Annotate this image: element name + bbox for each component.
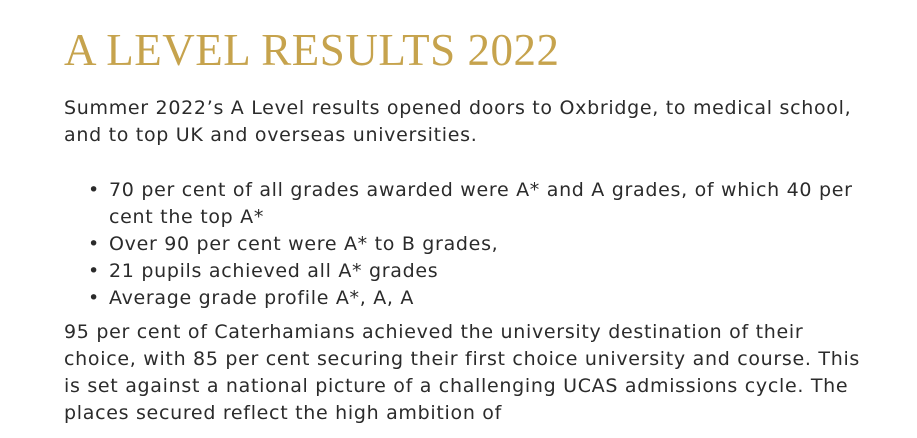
article-content [64,24,864,427]
list-item [88,231,864,258]
bullet-icon: • [88,233,100,255]
list-item-text: 21 pupils achieved all A* grades [109,260,439,282]
list-item [88,285,864,312]
list-item-text: 70 per cent of all grades awarded were A* and A grades, of which 40 per cent the top A* [109,179,853,228]
bullet-icon: • [88,260,100,282]
results-highlights-list [64,177,864,312]
list-item [88,258,864,285]
bullet-icon: • [88,287,100,309]
bullet-icon: • [88,179,100,201]
page-title: A LEVEL RESULTS 2022 [64,25,560,75]
destination-paragraph: 95 per cent of Caterhamians achieved the university destination of their choice, with 85 per cent securing their first choice university and course. This is set against a national picture of a challenging UCAS admissions cycle. The places secured reflect the high ambition of [64,321,861,424]
list-item-text: Average grade profile A*, A, A [109,287,415,309]
list-item [88,177,864,231]
list-item-text: Over 90 per cent were A* to B grades, [109,233,499,255]
intro-paragraph: Summer 2022’s A Level results opened doors to Oxbridge, to medical school, and to top UK and overseas universities. [64,97,852,146]
